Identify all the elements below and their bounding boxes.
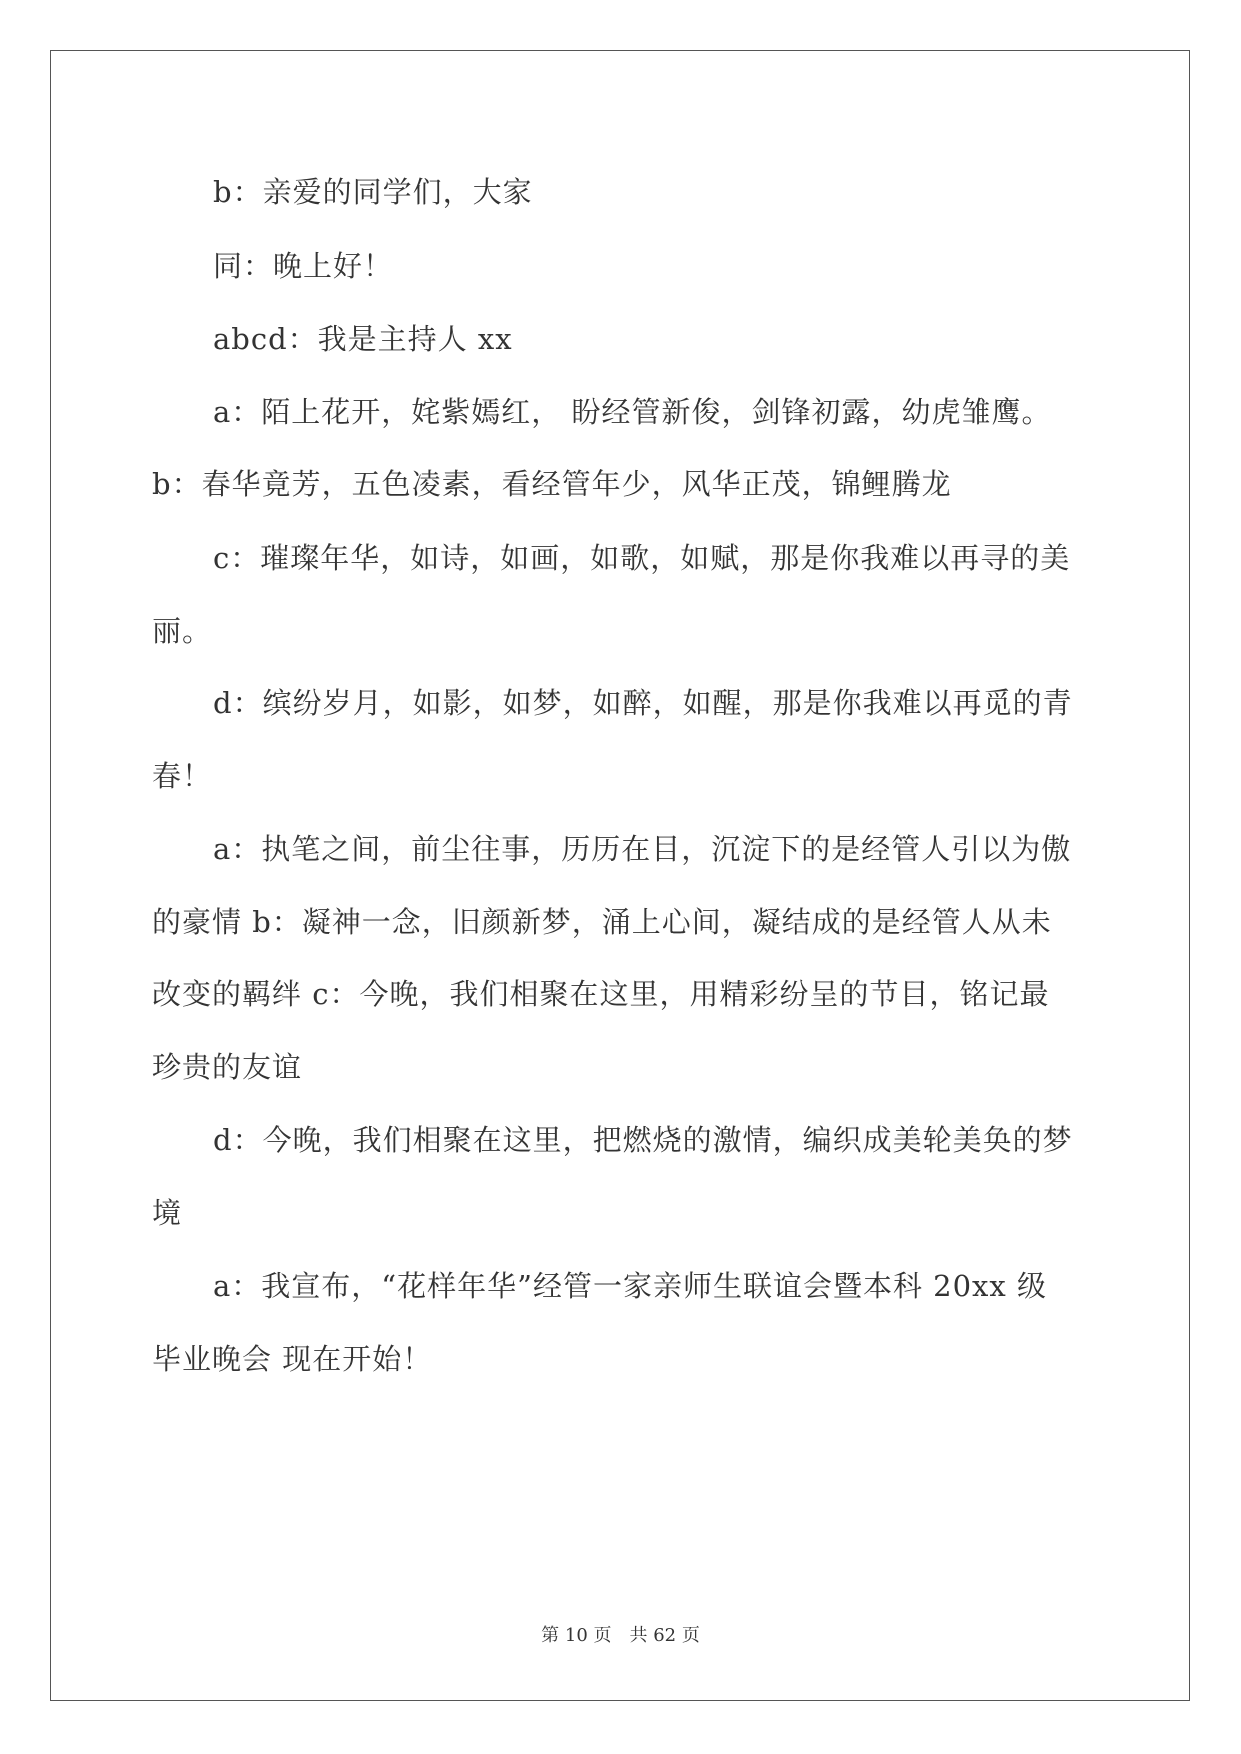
text-line: a：陌上花开，姹紫嫣红， 盼经管新俊，剑锋初露，幼虎雏鹰。 — [213, 395, 1052, 429]
text-line: 同：晚上好！ — [213, 249, 394, 283]
text-line: 春！ — [152, 759, 213, 793]
text-line: 丽。 — [152, 614, 213, 648]
text-line: b：春华竟芳，五色凌素，看经管年少，风华正茂，锦鲤腾龙 — [152, 467, 952, 501]
text-line: abcd：我是主持人 xx — [213, 322, 513, 356]
text-line: d：今晚，我们相聚在这里，把燃烧的激情，编织成美轮美奂的梦 — [213, 1123, 1073, 1157]
text-line: a：执笔之间，前尘往事，历历在目，沉淀下的是经管人引以为傲 — [213, 832, 1072, 866]
text-line: 珍贵的友谊 — [152, 1050, 303, 1084]
page-border — [50, 50, 1190, 1701]
text-line: a：我宣布，“花样年华”经管一家亲师生联谊会暨本科 20xx 级 — [213, 1269, 1047, 1303]
text-line: 毕业晚会 现在开始！ — [152, 1342, 433, 1376]
text-line: 的豪情 b：凝神一念，旧颜新梦，涌上心间，凝结成的是经管人从未 — [152, 905, 1052, 939]
page-number-footer: 第 10 页 共 62 页 — [541, 1625, 700, 1646]
text-line: d：缤纷岁月，如影，如梦，如醉，如醒，那是你我难以再觅的青 — [213, 686, 1073, 720]
text-line: b：亲爱的同学们，大家 — [213, 175, 533, 209]
text-line: 境 — [152, 1196, 183, 1230]
text-line: 改变的羁绊 c：今晚，我们相聚在这里，用精彩纷呈的节目，铭记最 — [152, 977, 1050, 1011]
text-line: c：璀璨年华，如诗，如画，如歌，如赋，那是你我难以再寻的美 — [213, 541, 1071, 575]
